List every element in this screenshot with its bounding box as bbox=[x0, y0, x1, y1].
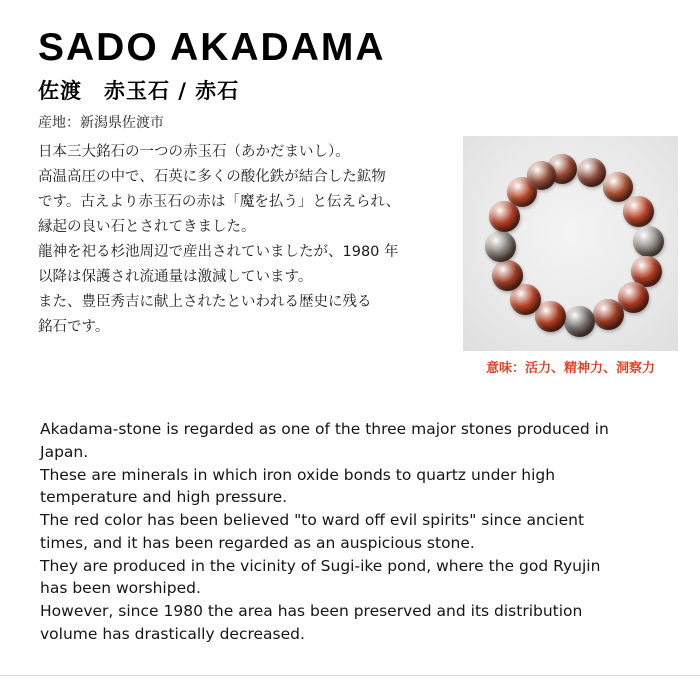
english-line: times, and it has been regarded as an auspicious stone. bbox=[40, 533, 475, 552]
japanese-line: 龍神を祀る杉池周辺で産出されていましたが、1980 年 bbox=[38, 243, 399, 260]
japanese-line: 高温高圧の中で、石英に多くの酸化鉄が結合した鉱物 bbox=[38, 168, 386, 185]
english-line: Akadama-stone is regarded as one of the three major stones produced in bbox=[40, 420, 609, 438]
english-line: The red color has been believed "to ward off evil spirits" since ancient bbox=[40, 511, 585, 530]
bead bbox=[485, 231, 516, 262]
origin-line: 産地：新潟県佐渡市 bbox=[38, 114, 164, 131]
bead bbox=[593, 299, 624, 330]
footer-divider bbox=[0, 675, 700, 676]
bead bbox=[633, 226, 664, 257]
japanese-description bbox=[38, 140, 428, 340]
bead bbox=[623, 196, 654, 227]
english-description bbox=[40, 418, 652, 646]
japanese-line: また、豊臣秀吉に献上されたといわれる歴史に残る bbox=[38, 293, 372, 310]
english-line: has been worshiped. bbox=[40, 579, 201, 598]
bracelet-image bbox=[463, 136, 678, 351]
english-line: These are minerals in which iron oxide bonds to quartz under high bbox=[40, 465, 556, 484]
page-title-english: SADO AKADAMA bbox=[38, 26, 386, 69]
bead bbox=[564, 306, 595, 337]
bead bbox=[492, 260, 523, 291]
english-line: temperature and high pressure. bbox=[40, 488, 288, 507]
bead bbox=[527, 161, 556, 190]
japanese-line: 以降は保護され流通量は激減しています。 bbox=[38, 268, 313, 285]
meaning-caption: 意味：活力、精神力、洞察力 bbox=[485, 361, 655, 376]
japanese-line: 縁起の良い石とされてきました。 bbox=[38, 218, 256, 235]
bead bbox=[577, 158, 606, 187]
japanese-line: 日本三大銘石の一つの赤玉石（あかだまいし）。 bbox=[38, 143, 350, 160]
english-line: They are produced in the vicinity of Sugi-ike pond, where the god Ryujin bbox=[40, 556, 601, 575]
english-line: volume has drastically decreased. bbox=[40, 625, 305, 644]
product-photo bbox=[463, 136, 678, 351]
page-title-japanese: 佐渡 赤玉石 / 赤石 bbox=[38, 78, 240, 103]
english-line: However, since 1980 the area has been preserved and its distribution bbox=[40, 602, 583, 621]
japanese-line: です。古えより赤玉石の赤は「魔を払う」と伝えられ、 bbox=[38, 193, 401, 210]
japanese-line: 銘石です。 bbox=[38, 318, 110, 335]
bead bbox=[603, 172, 633, 202]
english-line: Japan. bbox=[40, 442, 89, 461]
